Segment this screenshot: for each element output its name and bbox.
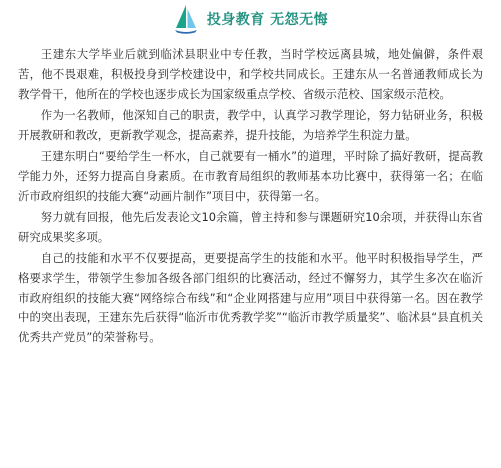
article-paragraph: 努力就有回报，他先后发表论文10余篇，曾主持和参与课题研究10余项，并获得山东省研究成果奖多项。 [18,209,483,244]
article-body [18,45,483,349]
header [0,0,501,38]
article-paragraph: 作为一名教师，他深知自己的职责，教学中，认真学习教学理论，努力钻研业务，积极开展教研和教改，更新教学观念，提高素养，提升技能，为培养学生积淀力量。 [18,107,483,142]
sailboat-logo-icon [173,4,199,34]
page-title: 投身教育 无怨无悔 [206,12,329,28]
article-paragraph: 王建东明白“要给学生一杯水，自己就要有一桶水”的道理，平时除了搞好教研，提高教学能力外，还努力提高自身素质。在市教育局组织的教师基本功比赛中，获得第一名；在临沂市政府组织的技能大赛“动画片制作”项目中，获得第一名。 [18,148,483,203]
article-paragraph: 自己的技能和水平不仅要提高，更要提高学生的技能和水平。他平时积极指导学生，严格要求学生，带领学生参加各级各部门组织的比赛活动，经过不懈努力，其学生多次在临沂市政府组织的技能大赛“网络综合布线”和“企业网搭建与应用”项目中获得第一名。因在教学中的突出表现，王建东先后获得“临沂市优秀教学奖”“临沂市教学质量奖”、临沭县“县直机关优秀共产党员”的荣誉称号。 [18,250,483,345]
article-paragraph: 王建东大学毕业后就到临沭县职业中专任教，当时学校远离县城，地处偏僻，条件艰苦，他不畏艰难，积极投身到学校建设中，和学校共同成长。王建东从一名普通教师成长为教学骨干，他所在的学校也逐步成长为国家级重点学校、省级示范校、国家级示范校。 [18,47,483,101]
